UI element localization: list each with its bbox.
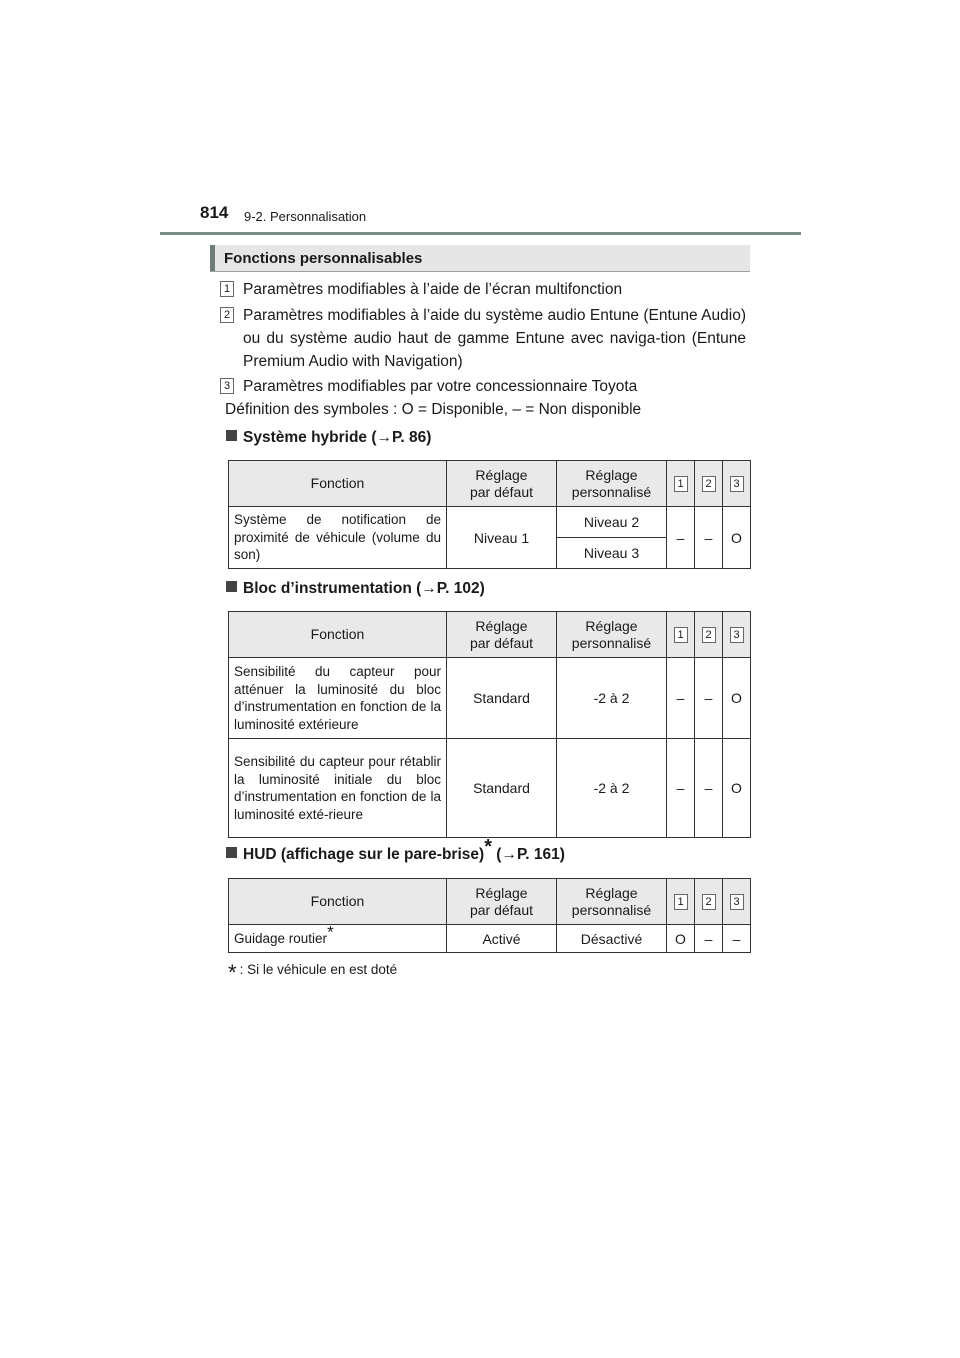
header-default: Réglage par défaut — [447, 461, 557, 507]
header-default: Réglage par défaut — [447, 612, 557, 658]
cell-custom: Niveau 3 — [557, 538, 667, 569]
table-row — [229, 739, 751, 838]
table-hud — [228, 878, 751, 953]
square-bullet-icon — [226, 430, 237, 441]
number-3-icon: 3 — [730, 476, 744, 492]
number-1-icon: 1 — [220, 281, 234, 297]
cell-custom: Niveau 2 — [557, 507, 667, 538]
header-col-1 — [667, 879, 695, 925]
number-2-icon: 2 — [702, 627, 716, 643]
section-accent-bar — [210, 245, 215, 271]
number-1-icon: 1 — [674, 476, 688, 492]
number-2-icon: 2 — [702, 476, 716, 492]
arrow-icon: → — [501, 846, 517, 863]
cell-col-2: – — [695, 507, 723, 569]
header-col-3 — [723, 879, 751, 925]
cell-default: Standard — [447, 658, 557, 739]
cell-col-2: – — [695, 925, 723, 953]
footnote: * : Si le véhicule en est doté — [228, 960, 398, 985]
subsection-heading-hybrid: Système hybride (→P. 86) — [226, 429, 431, 447]
table-row — [229, 507, 751, 538]
table-header-row — [229, 879, 751, 925]
cell-function: Système de notification de proximité de véhicule (volume du son) — [229, 507, 447, 569]
header-default: Réglage par défaut — [447, 879, 557, 925]
param-text-1: Paramètres modifiables à l’aide de l’écran multifonction — [243, 281, 623, 298]
number-3-icon: 3 — [730, 627, 744, 643]
asterisk-icon: * — [228, 960, 237, 985]
table-row — [229, 925, 751, 953]
param-text-3: Paramètres modifiables par votre concessionnaire Toyota — [243, 378, 638, 395]
square-bullet-icon — [226, 581, 237, 592]
section-title: Fonctions personnalisables — [224, 250, 423, 267]
header-custom: Réglage personnalisé — [557, 879, 667, 925]
number-1-icon: 1 — [674, 894, 688, 910]
cell-function: Guidage routier* — [229, 925, 447, 953]
cell-function: Sensibilité du capteur pour atténuer la luminosité du bloc d’instrumentation en fonction de la luminosité extérieure — [229, 658, 447, 739]
header-col-2 — [695, 879, 723, 925]
table-hybrid — [228, 460, 751, 569]
square-bullet-icon — [226, 847, 237, 858]
header-col-2 — [695, 461, 723, 507]
subsection-heading-instrument: Bloc d’instrumentation (→P. 102) — [226, 580, 485, 598]
cell-col-2: – — [695, 739, 723, 838]
param-text-2: Paramètres modifiables à l’aide du système audio Entune (Entune Audio) ou du système audio haut de gamme Entune avec naviga-tion (Entune Premium Audio with Navigation) — [243, 307, 746, 370]
cell-col-2: – — [695, 658, 723, 739]
cell-default: Standard — [447, 739, 557, 838]
table-row — [229, 658, 751, 739]
header-function: Fonction — [229, 612, 447, 658]
number-2-icon: 2 — [220, 307, 234, 323]
header-col-3 — [723, 612, 751, 658]
header-custom: Réglage personnalisé — [557, 612, 667, 658]
cell-function: Sensibilité du capteur pour rétablir la luminosité initiale du bloc d’instrumentation en fonction de la luminosité exté-rieure — [229, 739, 447, 838]
chapter-title: 9-2. Personnalisation — [244, 209, 367, 224]
asterisk-icon: * — [484, 835, 492, 858]
page-number: 814 — [200, 203, 229, 222]
cell-col-1: – — [667, 739, 695, 838]
number-2-icon: 2 — [702, 894, 716, 910]
cell-col-3: O — [723, 507, 751, 569]
header-custom: Réglage personnalisé — [557, 461, 667, 507]
cell-col-1: – — [667, 507, 695, 569]
top-rule — [160, 232, 801, 235]
table-instrument — [228, 611, 751, 838]
header-function: Fonction — [229, 879, 447, 925]
cell-col-1: O — [667, 925, 695, 953]
table-header-row — [229, 461, 751, 507]
arrow-icon: → — [421, 580, 437, 597]
cell-col-1: – — [667, 658, 695, 739]
asterisk-icon: * — [327, 922, 334, 942]
table-header-row — [229, 612, 751, 658]
cell-custom: Désactivé — [557, 925, 667, 953]
section-header — [210, 245, 750, 272]
cell-custom: -2 à 2 — [557, 739, 667, 838]
header-col-1 — [667, 461, 695, 507]
number-1-icon: 1 — [674, 627, 688, 643]
cell-custom: -2 à 2 — [557, 658, 667, 739]
subsection-heading-hud: HUD (affichage sur le pare-brise)* (→P. 161) — [226, 846, 565, 864]
header-col-3 — [723, 461, 751, 507]
arrow-icon: → — [376, 429, 393, 446]
header-col-2 — [695, 612, 723, 658]
cell-col-3: O — [723, 658, 751, 739]
cell-default: Niveau 1 — [447, 507, 557, 569]
number-3-icon: 3 — [220, 378, 234, 394]
cell-col-3: – — [723, 925, 751, 953]
header-col-1 — [667, 612, 695, 658]
number-3-icon: 3 — [730, 894, 744, 910]
symbol-definition: Définition des symboles : O = Disponible, – = Non disponible — [225, 401, 642, 418]
header-function: Fonction — [229, 461, 447, 507]
cell-col-3: O — [723, 739, 751, 838]
cell-default: Activé — [447, 925, 557, 953]
